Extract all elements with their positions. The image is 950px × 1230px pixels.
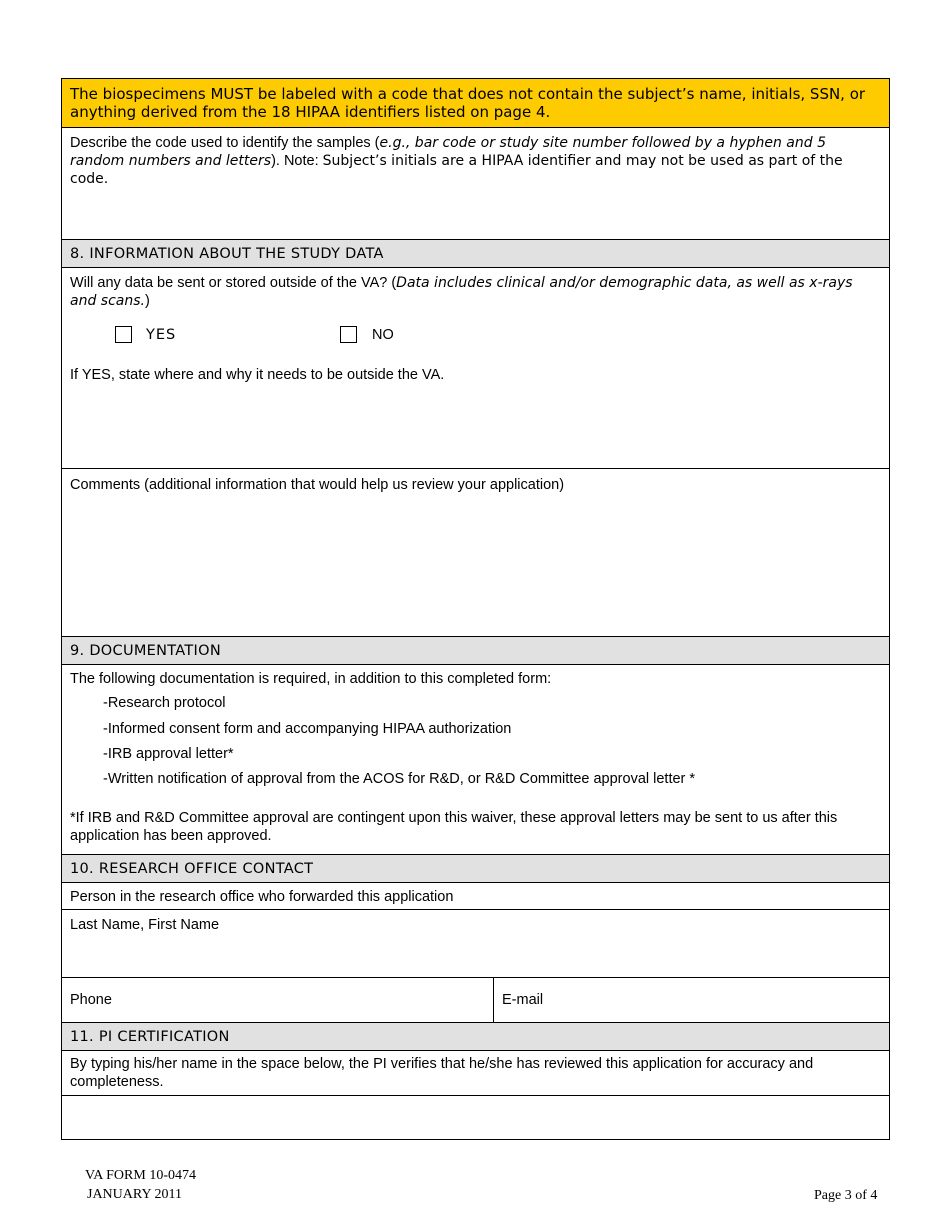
section-11-title: 11. PI CERTIFICATION [70,1029,230,1045]
data-outside-question: Will any data be sent or stored outside of the VA? (Data includes clinical and/or demographic data, as well as x-rays and scans.) [70,275,853,309]
documentation-intro: The following documentation is required, in addition to this completed form: [70,671,552,687]
yes-checkbox[interactable] [115,326,132,343]
contact-phone-email-row [62,978,889,1023]
comments-field[interactable] [62,469,889,637]
phone-label: Phone [70,992,112,1008]
section-10-header [62,855,889,883]
section-8-body [62,268,889,469]
phone-input[interactable] [62,978,493,1022]
certification-text-row [62,1051,889,1096]
contact-name-field[interactable] [62,910,889,978]
research-office-person-row [62,883,889,910]
no-label: NO [372,327,394,343]
form-date: JANUARY 2011 [87,1187,183,1202]
section-9-title: 9. DOCUMENTATION [70,643,221,659]
section-8-title: 8. INFORMATION ABOUT THE STUDY DATA [70,246,384,262]
section-9-header [62,637,889,665]
section-8-header [62,240,889,268]
name-label: Last Name, First Name [70,917,220,933]
section-9-body [62,665,889,855]
no-checkbox[interactable] [340,326,357,343]
yes-label: YES [146,327,177,343]
form-number: VA FORM 10-0474 [85,1168,196,1183]
pi-name-input[interactable] [62,1096,889,1139]
doc-item-acos: -Written notification of approval from the ACOS for R&D, or R&D Committee approval letter * [103,771,696,787]
biospecimen-warning-banner [62,79,889,128]
code-description-label: Describe the code used to identify the samples (e.g., bar code or study site number followed by a hyphen and 5 random numbers and letters). Note: Subject’s initials are a HIPAA identifier and may not be used as part of the code. [70,135,843,187]
documentation-footnote: *If IRB and R&D Committee approval are contingent upon this waiver, these approval letters may be sent to us after this application has been approved. [70,810,838,844]
email-input[interactable] [494,978,889,1022]
comments-label: Comments (additional information that would help us review your application) [70,477,565,493]
application-form [61,78,890,1140]
email-label: E-mail [502,992,544,1008]
page-number: Page 3 of 4 [814,1188,878,1203]
if-yes-label: If YES, state where and why it needs to be outside the VA. [70,367,445,383]
section-11-header [62,1023,889,1051]
code-description-field[interactable] [62,128,889,240]
doc-item-irb: -IRB approval letter* [103,746,234,762]
certification-text: By typing his/her name in the space below, the PI verifies that he/she has reviewed this application for accuracy and completeness. [70,1056,814,1090]
doc-item-consent: -Informed consent form and accompanying HIPAA authorization [103,721,512,737]
if-yes-input[interactable] [62,388,889,468]
section-10-title: 10. RESEARCH OFFICE CONTACT [70,861,314,877]
warning-text: The biospecimens MUST be labeled with a code that does not contain the subject’s name, initials, SSN, or anything derived from the 18 HIPAA identifiers listed on page 4. [70,85,866,121]
doc-item-protocol: -Research protocol [103,695,226,711]
person-label: Person in the research office who forwarded this application [70,889,454,905]
